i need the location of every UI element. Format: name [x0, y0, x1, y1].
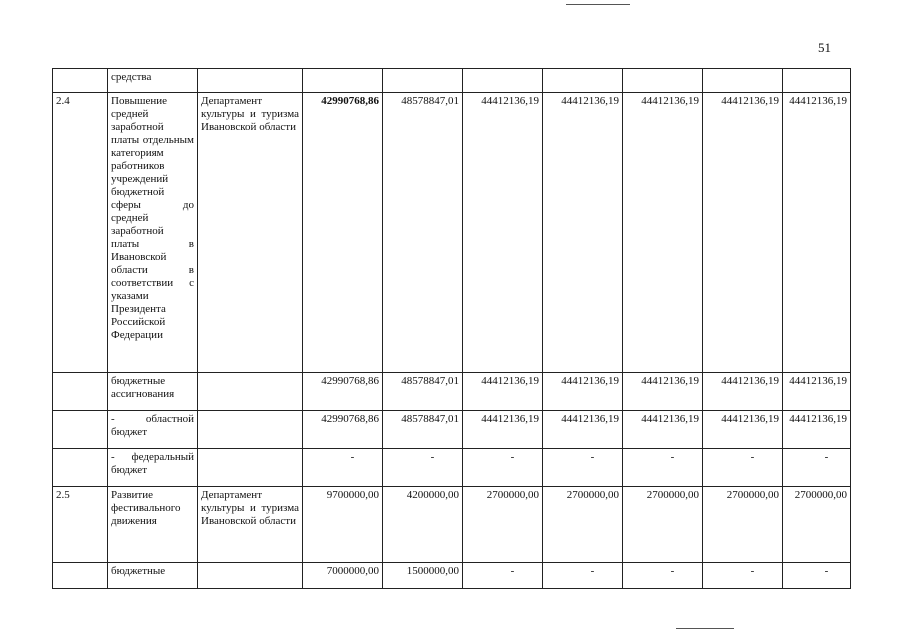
- value-cell: -: [383, 449, 463, 487]
- bottom-scan-line: [676, 628, 734, 629]
- row-executor: Департамент культуры и туризма Ивановской области: [198, 487, 303, 563]
- value-cell: 44412136,19: [703, 373, 783, 411]
- top-scan-line: [566, 4, 630, 5]
- row-executor: [198, 411, 303, 449]
- value-cell: 44412136,19: [783, 93, 851, 373]
- value-cell: 2700000,00: [783, 487, 851, 563]
- value-cell: -: [783, 449, 851, 487]
- row-executor: Департамент культуры и туризма Ивановской области: [198, 93, 303, 373]
- row-name: - федеральный бюджет: [108, 449, 198, 487]
- table-row: [53, 373, 851, 411]
- value-cell: 9700000,00: [303, 487, 383, 563]
- value-cell: [303, 69, 383, 93]
- value-cell: 44412136,19: [783, 373, 851, 411]
- table-row: [53, 487, 851, 563]
- row-number: [53, 69, 108, 93]
- value-cell: [703, 69, 783, 93]
- value-cell: 44412136,19: [543, 373, 623, 411]
- table-row: [53, 411, 851, 449]
- value-cell: -: [463, 449, 543, 487]
- value-cell: 44412136,19: [623, 373, 703, 411]
- row-number: [53, 373, 108, 411]
- row-executor: [198, 449, 303, 487]
- row-number: 2.5: [53, 487, 108, 563]
- value-cell: 44412136,19: [703, 93, 783, 373]
- value-cell: 44412136,19: [543, 411, 623, 449]
- value-cell: 44412136,19: [623, 93, 703, 373]
- row-name: - областной бюджет: [108, 411, 198, 449]
- value-cell: 44412136,19: [463, 93, 543, 373]
- value-cell: 44412136,19: [463, 411, 543, 449]
- row-executor: [198, 563, 303, 589]
- table-row: [53, 449, 851, 487]
- value-cell: 42990768,86: [303, 411, 383, 449]
- value-cell: -: [623, 563, 703, 589]
- value-cell: -: [463, 563, 543, 589]
- value-cell: -: [543, 449, 623, 487]
- value-cell: 44412136,19: [703, 411, 783, 449]
- value-cell: -: [543, 563, 623, 589]
- value-cell: 48578847,01: [383, 411, 463, 449]
- value-cell: 44412136,19: [543, 93, 623, 373]
- budget-table: [52, 68, 851, 589]
- value-cell: 2700000,00: [703, 487, 783, 563]
- value-cell: 42990768,86: [303, 93, 383, 373]
- value-cell: -: [703, 563, 783, 589]
- value-cell: -: [703, 449, 783, 487]
- value-cell: [543, 69, 623, 93]
- table-row: [53, 563, 851, 589]
- row-executor: [198, 373, 303, 411]
- row-name: Развитие фестивального движения: [108, 487, 198, 563]
- value-cell: 2700000,00: [463, 487, 543, 563]
- value-cell: 2700000,00: [543, 487, 623, 563]
- row-name: Повышение средней заработной платы отдельным категориям работников учреждений бюджетной сферы до средней заработной платы в Ивановской области в соответствии с указами Президента Российской Федерации: [108, 93, 198, 373]
- row-name: средства: [108, 69, 198, 93]
- value-cell: [383, 69, 463, 93]
- table-row: [53, 69, 851, 93]
- page-number: 51: [818, 40, 831, 55]
- table-row: [53, 93, 851, 373]
- row-executor: [198, 69, 303, 93]
- value-cell: -: [303, 449, 383, 487]
- value-cell: 7000000,00: [303, 563, 383, 589]
- row-number: [53, 563, 108, 589]
- value-cell: 44412136,19: [623, 411, 703, 449]
- row-number: [53, 411, 108, 449]
- value-cell: 4200000,00: [383, 487, 463, 563]
- value-cell: [463, 69, 543, 93]
- value-cell: -: [783, 563, 851, 589]
- value-cell: [783, 69, 851, 93]
- value-cell: 48578847,01: [383, 93, 463, 373]
- value-cell: 48578847,01: [383, 373, 463, 411]
- row-number: 2.4: [53, 93, 108, 373]
- value-cell: 44412136,19: [783, 411, 851, 449]
- value-cell: 44412136,19: [463, 373, 543, 411]
- row-name: бюджетные: [108, 563, 198, 589]
- row-name: бюджетные ассигнования: [108, 373, 198, 411]
- value-cell: 42990768,86: [303, 373, 383, 411]
- value-cell: 2700000,00: [623, 487, 703, 563]
- value-cell: 1500000,00: [383, 563, 463, 589]
- row-number: [53, 449, 108, 487]
- value-cell: [623, 69, 703, 93]
- value-cell: -: [623, 449, 703, 487]
